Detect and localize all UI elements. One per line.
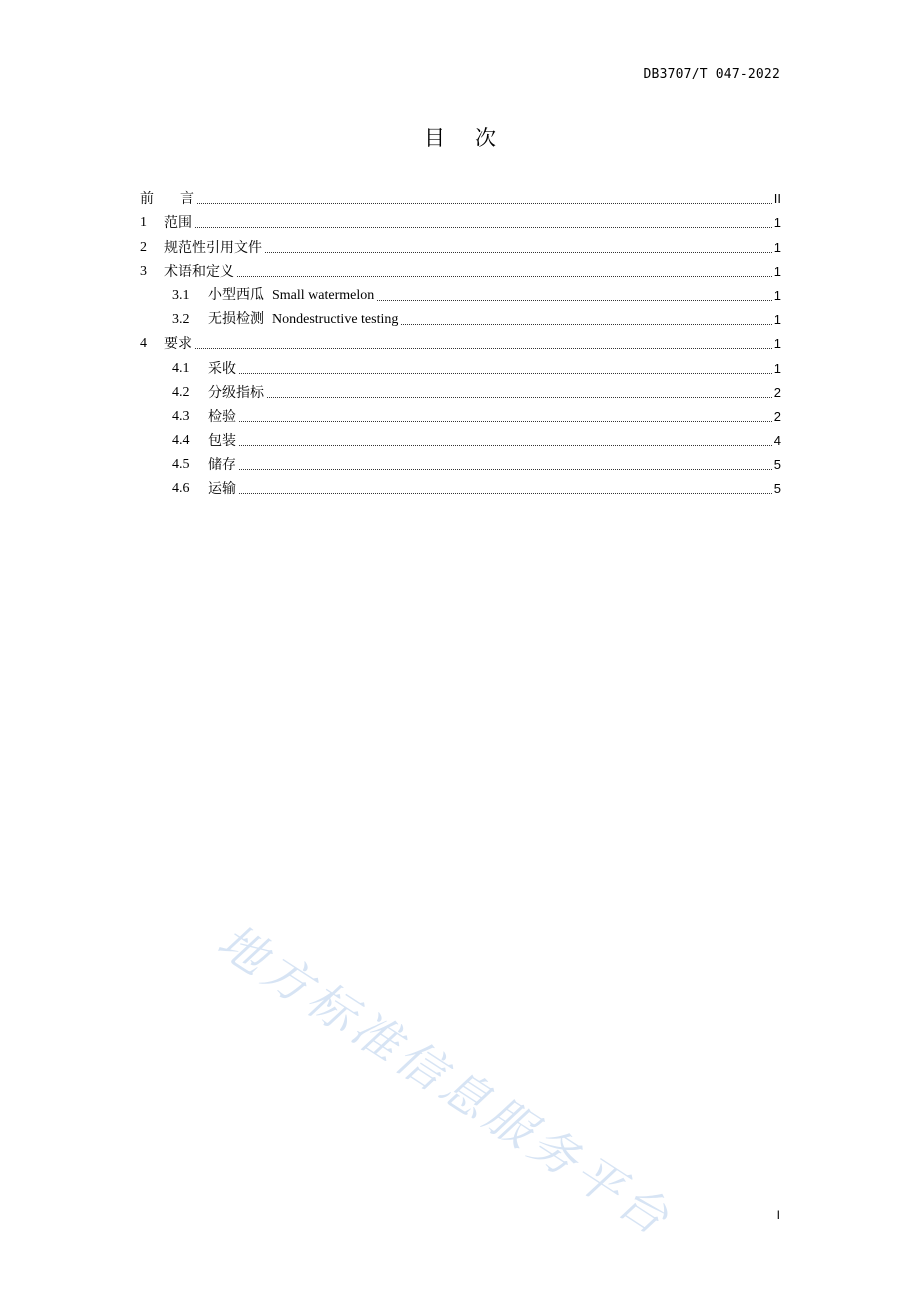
dot-leader <box>267 397 772 398</box>
toc-entry-number: 4.6 <box>172 481 190 497</box>
toc-entry-number: 4.2 <box>172 384 190 400</box>
toc-title-char-1: 目 <box>424 126 445 150</box>
standard-code: DB3707/T 047-2022 <box>643 67 780 82</box>
toc-entry-number: 3 <box>140 263 147 279</box>
toc-entry-number: 3.1 <box>172 287 190 303</box>
toc-entry-page: 4 <box>773 433 781 449</box>
toc-entry-label: 前 言 <box>140 191 194 208</box>
dot-leader <box>239 493 772 494</box>
dot-leader <box>239 421 772 422</box>
toc-entry-label: 范围 <box>164 215 192 232</box>
toc-entry-2[interactable] <box>140 233 781 257</box>
toc-entry-4-2[interactable] <box>140 379 781 403</box>
toc-entry-4[interactable] <box>140 330 781 354</box>
toc-title-char-2: 次 <box>475 126 496 150</box>
toc-entry-page: 1 <box>773 360 781 376</box>
footer-page-number: I <box>776 1208 780 1222</box>
dot-leader <box>401 324 771 325</box>
toc-entry-page: 1 <box>773 287 781 303</box>
toc-entry-english: Nondestructive testing <box>272 312 399 328</box>
toc-entry-4-4[interactable] <box>140 427 781 451</box>
toc-entry-number: 4 <box>140 336 147 352</box>
toc-entry-label: 术语和定义 <box>164 263 234 280</box>
toc-entry-preface[interactable] <box>140 185 781 209</box>
toc-entry-number: 4.3 <box>172 408 190 424</box>
toc-entry-number: 4.1 <box>172 360 190 376</box>
toc-entry-page: 1 <box>773 336 781 352</box>
toc-entry-number: 4.5 <box>172 457 190 473</box>
toc-entry-label: 采收 <box>208 360 236 377</box>
toc-entry-3[interactable] <box>140 258 781 282</box>
toc-entry-page: 2 <box>773 408 781 424</box>
dot-leader <box>239 373 772 374</box>
watermark-text: 地方标准信息服务平台 <box>207 913 683 1249</box>
toc-entry-page: 1 <box>773 215 781 231</box>
toc-entry-3-2[interactable] <box>140 306 781 330</box>
toc-entry-page: 1 <box>773 263 781 279</box>
toc-entry-label: 要求 <box>164 336 192 353</box>
toc-title <box>0 122 920 152</box>
toc-entry-number: 2 <box>140 239 147 255</box>
toc-entry-number: 4.4 <box>172 433 190 449</box>
dot-leader <box>237 276 772 277</box>
toc-entry-4-3[interactable] <box>140 403 781 427</box>
toc-entry-page: II <box>773 191 781 207</box>
toc-entry-number: 3.2 <box>172 312 190 328</box>
toc-entry-label: 检验 <box>208 408 236 425</box>
table-of-contents <box>140 185 781 499</box>
toc-entry-page: 1 <box>773 312 781 328</box>
toc-entry-page: 2 <box>773 384 781 400</box>
toc-entry-label: 储存 <box>208 457 236 474</box>
dot-leader <box>377 300 772 301</box>
dot-leader <box>239 445 772 446</box>
toc-entry-page: 1 <box>773 239 781 255</box>
toc-entry-label: 无损检测 Nondestructive testing <box>208 311 399 328</box>
toc-entry-page: 5 <box>773 457 781 473</box>
dot-leader <box>195 348 772 349</box>
toc-entry-label: 运输 <box>208 481 236 498</box>
toc-entry-page: 5 <box>773 481 781 497</box>
toc-entry-label: 包装 <box>208 433 236 450</box>
toc-entry-number: 1 <box>140 215 147 231</box>
toc-entry-4-5[interactable] <box>140 451 781 475</box>
toc-entry-3-1[interactable] <box>140 282 781 306</box>
dot-leader <box>195 227 772 228</box>
toc-entry-label: 小型西瓜 Small watermelon <box>208 286 375 303</box>
dot-leader <box>197 203 772 204</box>
toc-entry-4-6[interactable] <box>140 475 781 499</box>
dot-leader <box>265 252 772 253</box>
toc-entry-1[interactable] <box>140 209 781 233</box>
toc-entry-label: 规范性引用文件 <box>164 239 262 256</box>
toc-entry-label: 分级指标 <box>208 384 264 401</box>
dot-leader <box>239 469 772 470</box>
toc-entry-english: Small watermelon <box>272 287 375 303</box>
toc-entry-4-1[interactable] <box>140 354 781 378</box>
